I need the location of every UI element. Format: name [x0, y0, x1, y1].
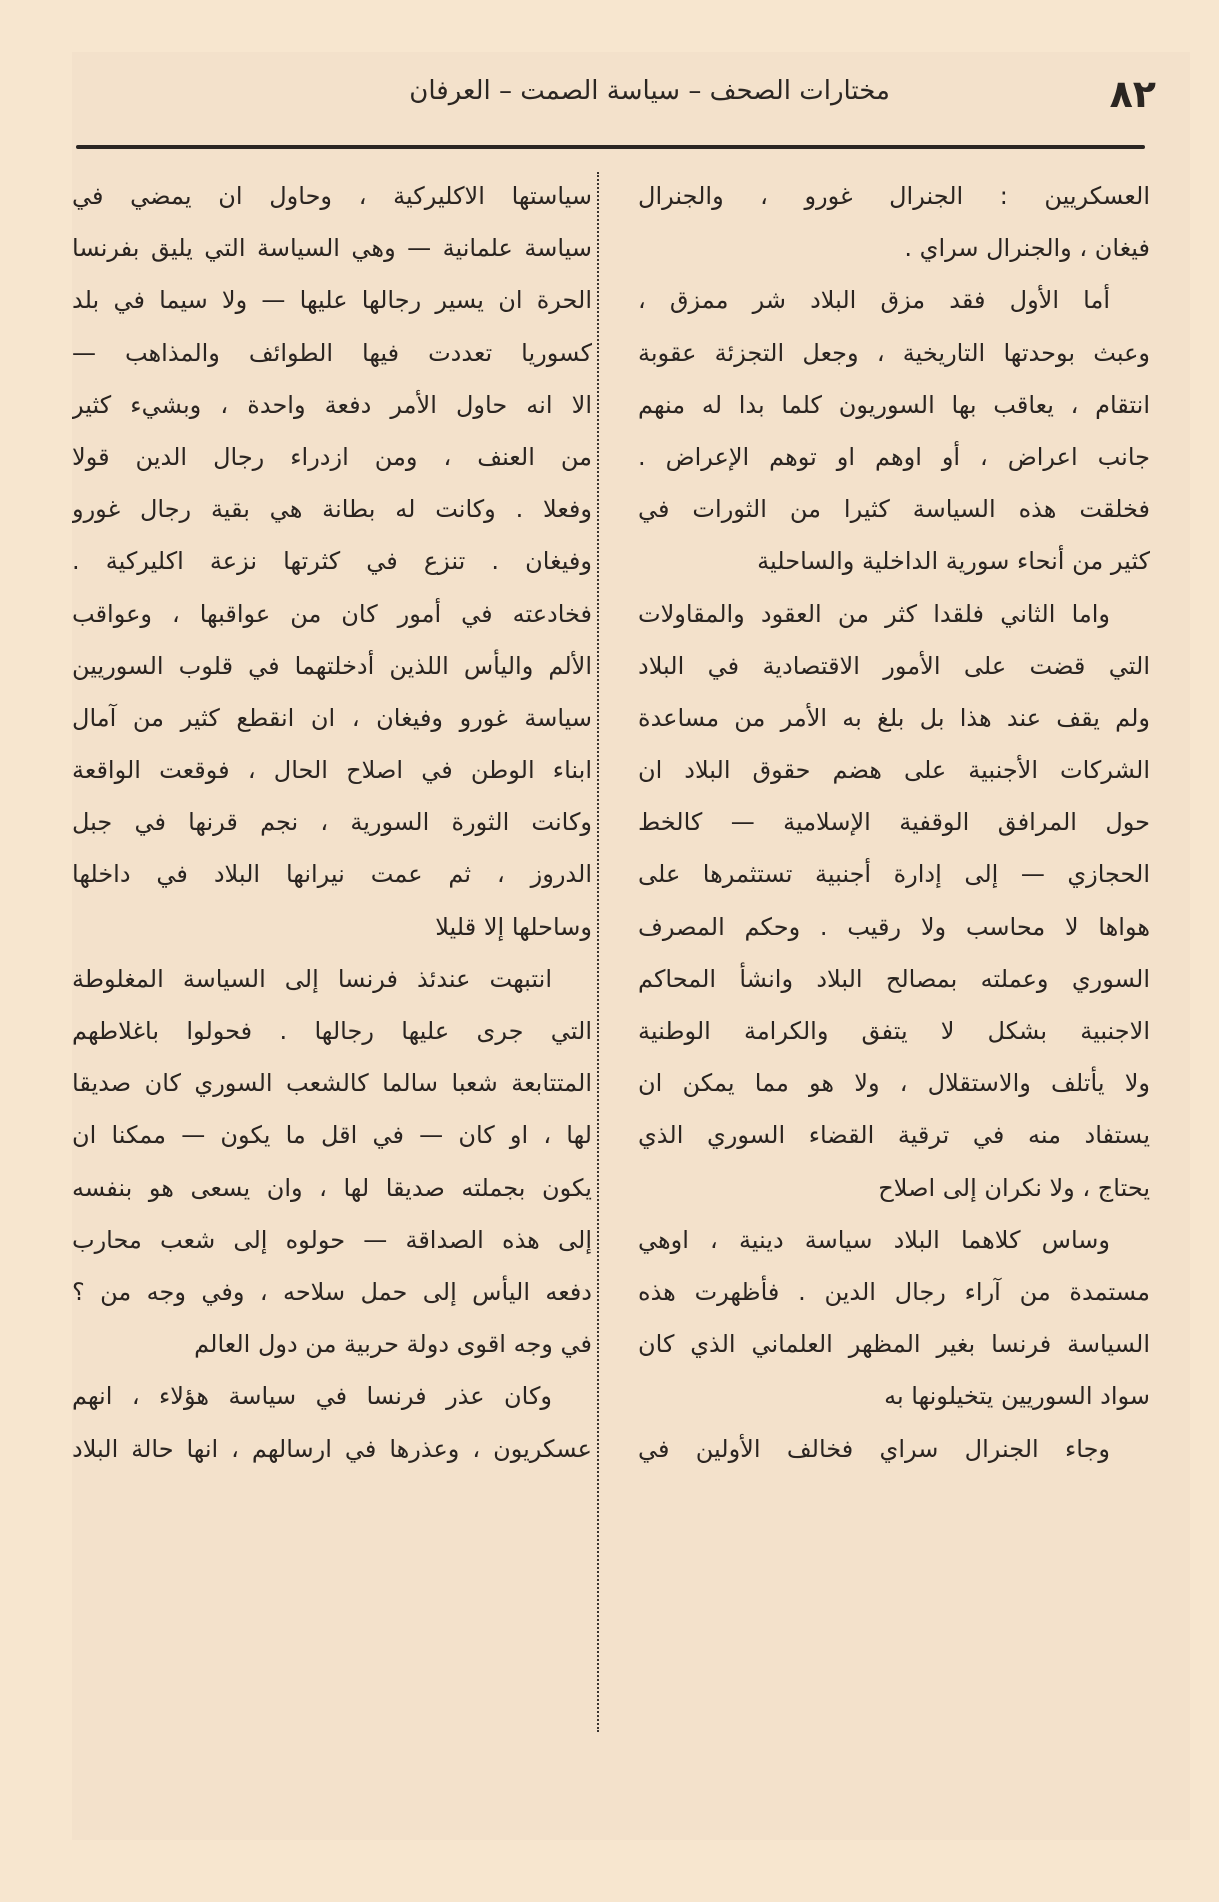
text-line: يحتاج ، ولا نكران إلى اصلاح	[878, 1173, 1150, 1202]
text-line: الاجنبية بشكل لا يتفق والكرامة الوطنية	[638, 1017, 1150, 1045]
text-line: المتتابعة شعبا سالما كالشعب السوري كان صديقا	[72, 1069, 592, 1098]
text-line: سياسة علمانية — وهي السياسة التي يليق بفرنسا	[72, 234, 592, 263]
text-line: عسكريون ، وعذرها في ارسالهم ، انها حالة البلاد	[72, 1434, 592, 1463]
text-line: أما الأول فقد مزق البلاد شر ممزق ،	[638, 286, 1110, 315]
text-line: ولم يقف عند هذا بل بلغ به الأمر من مساعدة	[638, 703, 1150, 732]
text-line: مستمدة من آراء رجال الدين . فأظهرت هذه	[638, 1277, 1150, 1306]
text-line: الحرة ان يسير رجالها عليها — ولا سيما في بلد	[72, 286, 592, 315]
text-line: سياستها الاكليركية ، وحاول ان يمضي في	[72, 182, 592, 210]
text-line: فخلقت هذه السياسة كثيرا من الثورات في	[638, 495, 1150, 524]
text-line: التي قضت على الأمور الاقتصادية في البلاد	[638, 651, 1150, 680]
page-header	[72, 52, 1190, 144]
text-line: وفيغان . تنزع في كثرتها نزعة اكليركية .	[72, 547, 592, 576]
text-line: وكان عذر فرنسا في سياسة هؤلاء ، انهم	[72, 1382, 552, 1411]
text-line: التي جرى عليها رجالها . فحولوا باغلاطهم	[72, 1017, 592, 1045]
text-line: سواد السوريين يتخيلونها به	[884, 1382, 1150, 1411]
text-line: وعبث بوحدتها التاريخية ، وجعل التجزئة عقوبة	[638, 338, 1150, 367]
text-line: السوري وعملته بمصالح البلاد وانشأ المحاكم	[638, 964, 1150, 993]
text-line: ولا يأتلف والاستقلال ، ولا هو مما يمكن ان	[638, 1069, 1150, 1098]
text-line: السياسة فرنسا بغير المظهر العلماني الذي كان	[638, 1330, 1150, 1359]
text-line: الدروز ، ثم عمت نيرانها البلاد في داخلها	[72, 860, 592, 889]
text-line: يكون بجملته صديقا لها ، وان يسعى هو بنفسه	[72, 1173, 592, 1202]
text-line: وجاء الجنرال سراي فخالف الأولين في	[638, 1434, 1110, 1463]
text-line: كثير من أنحاء سورية الداخلية والساحلية	[757, 547, 1150, 576]
text-line: لها ، او كان — في اقل ما يكون — ممكنا ان	[72, 1121, 592, 1150]
text-line: سياسة غورو وفيغان ، ان انقطع كثير من آمال	[72, 703, 592, 732]
text-line: الا انه حاول الأمر دفعة واحدة ، وبشيء كثير	[72, 390, 592, 419]
text-line: هواها لا محاسب ولا رقيب . وحكم المصرف	[638, 912, 1150, 941]
column-divider	[597, 172, 599, 1732]
text-line: كسوريا تعددت فيها الطوائف والمذاهب —	[72, 338, 592, 367]
text-line: إلى هذه الصداقة — حولوه إلى شعب محارب	[72, 1225, 592, 1254]
text-line: انتبهت عندئذ فرنسا إلى السياسة المغلوطة	[72, 964, 552, 993]
text-line: من العنف ، ومن ازدراء رجال الدين قولا	[72, 442, 592, 471]
text-line: وساحلها إلا قليلا	[435, 912, 592, 941]
text-line: وساس كلاهما البلاد سياسة دينية ، اوهي	[638, 1225, 1110, 1254]
header-rule	[76, 145, 1145, 149]
left-column	[72, 170, 592, 1475]
text-line: جانب اعراض ، أو اوهم او توهم الإعراض .	[638, 442, 1150, 471]
text-line: وفعلا . وكانت له بطانة هي بقية رجال غورو	[72, 495, 592, 524]
text-line: في وجه اقوى دولة حربية من دول العالم	[194, 1330, 592, 1359]
text-line: ابناء الوطن في اصلاح الحال ، فوقعت الواقعة	[72, 756, 592, 785]
text-line: دفعه اليأس إلى حمل سلاحه ، وفي وجه من ؟	[72, 1277, 592, 1306]
text-line: الألم واليأس اللذين أدخلتهما في قلوب السوريين	[72, 651, 592, 680]
text-line: حول المرافق الوقفية الإسلامية — كالخط	[638, 808, 1150, 837]
right-column	[638, 170, 1150, 1475]
text-line: يستفاد منه في ترقية القضاء السوري الذي	[638, 1121, 1150, 1150]
text-line: فيغان ، والجنرال سراي .	[904, 234, 1150, 263]
page-number: ٨٢	[1109, 72, 1156, 116]
text-line: الحجازي — إلى إدارة أجنبية تستثمرها على	[638, 860, 1150, 889]
text-line: وكانت الثورة السورية ، نجم قرنها في جبل	[72, 808, 592, 837]
text-columns	[72, 170, 1190, 1840]
text-line: انتقام ، يعاقب بها السوريون كلما بدا له منهم	[638, 390, 1150, 419]
text-line: الشركات الأجنبية على هضم حقوق البلاد ان	[638, 756, 1150, 785]
scanned-page	[72, 52, 1190, 1840]
text-line: فخادعته في أمور كان من عواقبها ، وعواقب	[72, 599, 592, 628]
running-title: مختارات الصحف – سياسة الصمت – العرفان	[409, 76, 890, 106]
text-line: واما الثاني فلقدا كثر من العقود والمقاولات	[638, 599, 1110, 628]
text-line: العسكريين : الجنرال غورو ، والجنرال	[638, 182, 1150, 210]
